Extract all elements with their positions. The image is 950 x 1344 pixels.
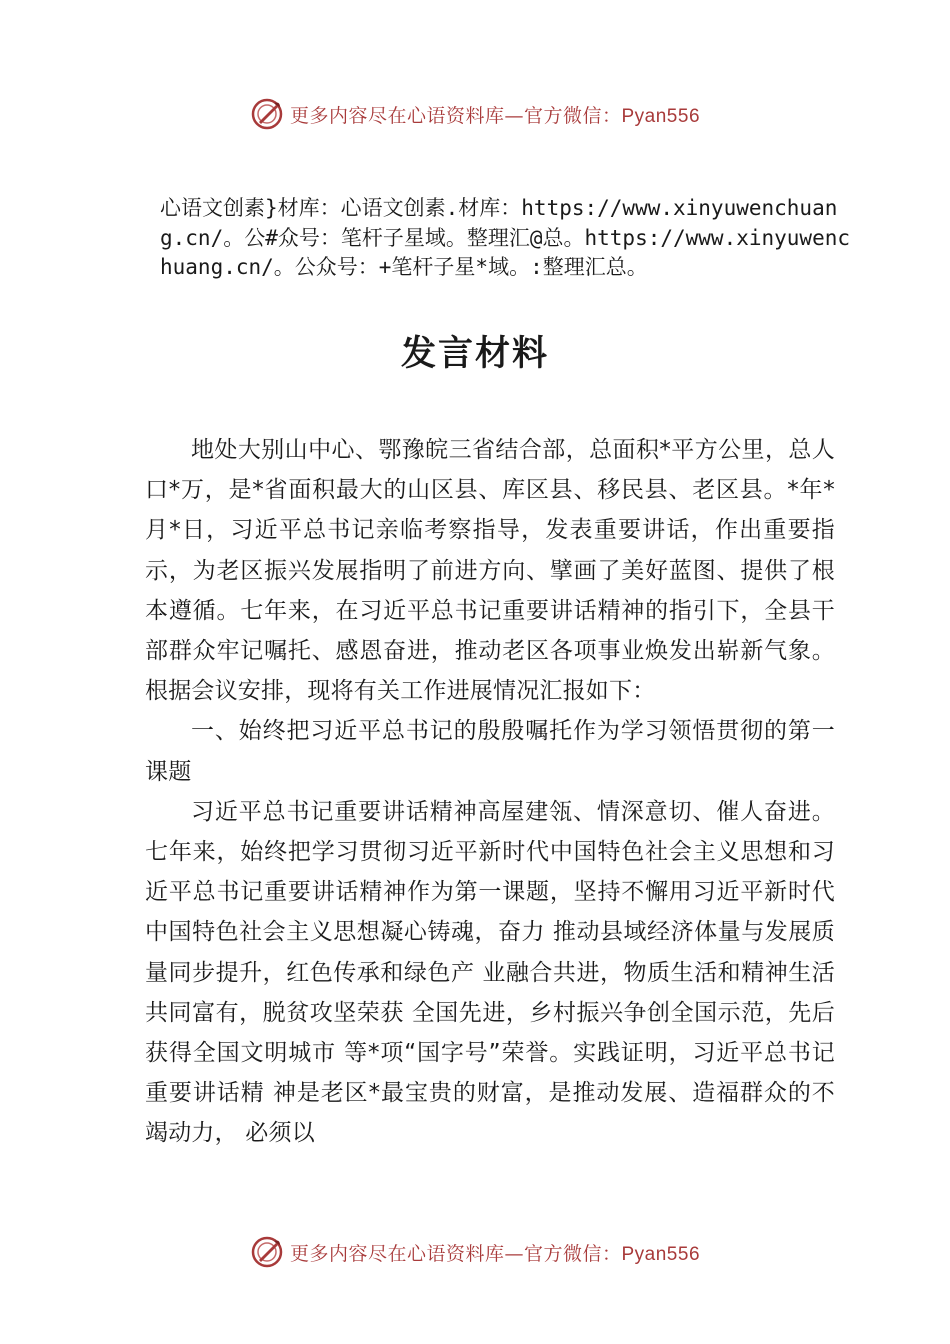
header-banner xyxy=(0,92,950,136)
banner-text-cn: 更多内容尽在心语资料库—官方微信： xyxy=(289,1242,622,1265)
source-note: 心语文创素}材库：心语文创素.材库：https://www.xinyuwenchuang.cn/。公#众号：笔杆子星域。整理汇@总。https://www.xinyuwenchuang.cn/。公众号：+笔杆子星*域。:整理汇总。 xyxy=(160,196,851,279)
paragraph-intro: 地处大别山中心、鄂豫皖三省结合部，总面积*平方公里，总人口*万，是*省面积最大的山区县、库区县、移民县、老区县。*年*月*日，习近平总书记亲临考察指导，发表重要讲话，作出重要指示，为老区振兴发展指明了前进方向、擘画了美好蓝图、提供了根本遵循。七年来，在习近平总书记重要讲话精神的指引下，全县干部群众牢记嘱托、感恩奋进，推动老区各项事业焕发出崭新气象。根据会议安排，现将有关工作进展情况汇报如下： xyxy=(145,437,835,705)
banner-text xyxy=(290,101,700,128)
document-title: 发言材料 xyxy=(400,333,549,374)
document-body xyxy=(145,430,835,1154)
banner-wechat-id: Pyan556 xyxy=(621,1243,701,1265)
section-heading-1: 一、始终把习近平总书记的殷殷嘱托作为学习领悟贯彻的第一课题 xyxy=(145,718,835,785)
quill-seal-icon xyxy=(250,1235,284,1269)
quill-seal-icon xyxy=(250,97,284,131)
footer-banner xyxy=(0,1230,950,1274)
banner-text-cn: 更多内容尽在心语资料库—官方微信： xyxy=(289,104,622,127)
banner-wechat-id: Pyan556 xyxy=(621,105,701,127)
banner-text xyxy=(290,1239,700,1266)
paragraph-section-1: 习近平总书记重要讲话精神高屋建瓴、情深意切、催人奋进。七年来，始终把学习贯彻习近平新时代中国特色社会主义思想和习近平总书记重要讲话精神作为第一课题，坚持不懈用习近平新时代中国特色社会主义思想凝心铸魂，奋力 推动县域经济体量与发展质量同步提升，红色传承和绿色产 业融合共进，物质生活和精神生活共同富有，脱贫攻坚荣获 全国先进，乡村振兴争创全国示范，先后获得全国文明城市 等*项“国字号”荣誉。实践证明，习近平总书记重要讲话精 神是老区*最宝贵的财富，是推动发展、造福群众的不竭动力， 必须以 xyxy=(145,798,835,1147)
